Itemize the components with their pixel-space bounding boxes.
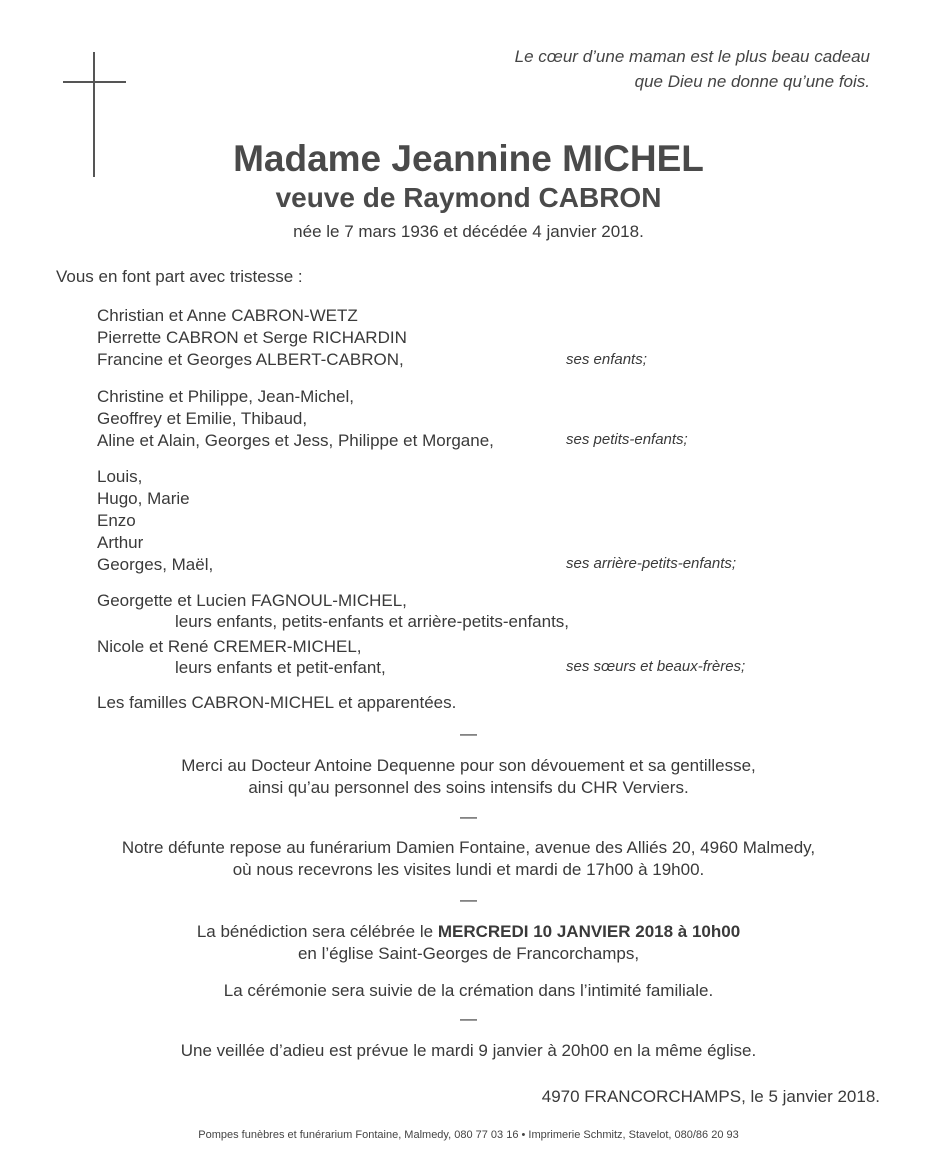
list-item: Christine et Philippe, Jean-Michel, xyxy=(97,387,355,406)
thanks-text xyxy=(0,755,937,799)
blessing-prefix: La bénédiction sera célébrée le xyxy=(196,922,438,941)
quote-line-2: que Dieu ne donne qu’une fois. xyxy=(634,72,870,91)
cross-icon-bar xyxy=(63,81,126,83)
sibling-line-4: leurs enfants et petit-enfant, xyxy=(175,658,386,677)
vigil-text: Une veillée d’adieu est prévue le mardi 9 janvier à 20h00 en la même église. xyxy=(180,1041,757,1060)
list-item: Hugo, Marie xyxy=(97,489,190,508)
thanks-line-2: ainsi qu’au personnel des soins intensifs du CHR Verviers. xyxy=(248,778,689,797)
children-list xyxy=(97,305,407,371)
separator-dash: — xyxy=(460,807,477,826)
birth-death-dates: née le 7 mars 1936 et décédée 4 janvier 2018. xyxy=(293,222,644,241)
deceased-name: Madame Jeannine MICHEL xyxy=(233,138,704,179)
separator-dash: — xyxy=(460,890,477,909)
rest-line-1: Notre défunte repose au funérarium Damien Fontaine, avenue des Alliés 20, 4960 Malmedy, xyxy=(121,838,816,857)
list-item: Arthur xyxy=(97,533,144,552)
epigraph-quote xyxy=(515,44,870,94)
list-item: Christian et Anne CABRON-WETZ xyxy=(97,306,358,325)
blessing-text xyxy=(0,921,937,965)
blessing-line-1 xyxy=(0,921,937,943)
great-grandchildren-role: ses arrière-petits-enfants; xyxy=(566,555,737,572)
children-role: ses enfants; xyxy=(566,351,647,368)
rest-line-2: où nous recevrons les visites lundi et mardi de 17h00 à 19h00. xyxy=(232,860,705,879)
list-item: Louis, xyxy=(97,467,143,486)
footer-credits: Pompes funèbres et funérarium Fontaine, Malmedy, 080 77 03 16 • Imprimerie Schmitz, Stavelot, 080/86 20 93 xyxy=(198,1129,739,1141)
thanks-line-1: Merci au Docteur Antoine Dequenne pour son dévouement et sa gentillesse, xyxy=(181,756,756,775)
list-item: Geoffrey et Emilie, Thibaud, xyxy=(97,409,308,428)
list-item: Enzo xyxy=(97,511,136,530)
blessing-line-2: en l’église Saint-Georges de Francorchamps, xyxy=(297,944,640,963)
grandchildren-role: ses petits-enfants; xyxy=(566,431,688,448)
sibling-line-1: Georgette et Lucien FAGNOUL-MICHEL, xyxy=(97,591,407,610)
quote-line-1: Le cœur d’une maman est le plus beau cadeau xyxy=(514,47,870,66)
intro-text: Vous en font part avec tristesse : xyxy=(56,267,303,286)
cremation-text: La cérémonie sera suivie de la crémation dans l’intimité familiale. xyxy=(223,981,714,1000)
blessing-datetime: MERCREDI 10 JANVIER 2018 à 10h00 xyxy=(437,922,741,941)
separator-dash: — xyxy=(460,1009,477,1028)
widow-of: veuve de Raymond CABRON xyxy=(275,182,662,213)
list-item: Francine et Georges ALBERT-CABRON, xyxy=(97,350,404,369)
sibling-line-2: leurs enfants, petits-enfants et arrière-petits-enfants, xyxy=(175,612,570,631)
list-item: Georges, Maël, xyxy=(97,555,214,574)
great-grandchildren-list xyxy=(97,466,213,576)
sibling-line-3: Nicole et René CREMER-MICHEL, xyxy=(97,637,362,656)
place-date: 4970 FRANCORCHAMPS, le 5 janvier 2018. xyxy=(541,1087,880,1106)
separator-dash: — xyxy=(460,724,477,743)
siblings-role: ses sœurs et beaux-frères; xyxy=(566,658,746,675)
grandchildren-list xyxy=(97,386,494,452)
list-item: Aline et Alain, Georges et Jess, Philippe et Morgane, xyxy=(97,431,494,450)
families-text: Les familles CABRON-MICHEL et apparentées. xyxy=(97,693,457,712)
list-item: Pierrette CABRON et Serge RICHARDIN xyxy=(97,328,407,347)
rest-text xyxy=(0,837,937,881)
